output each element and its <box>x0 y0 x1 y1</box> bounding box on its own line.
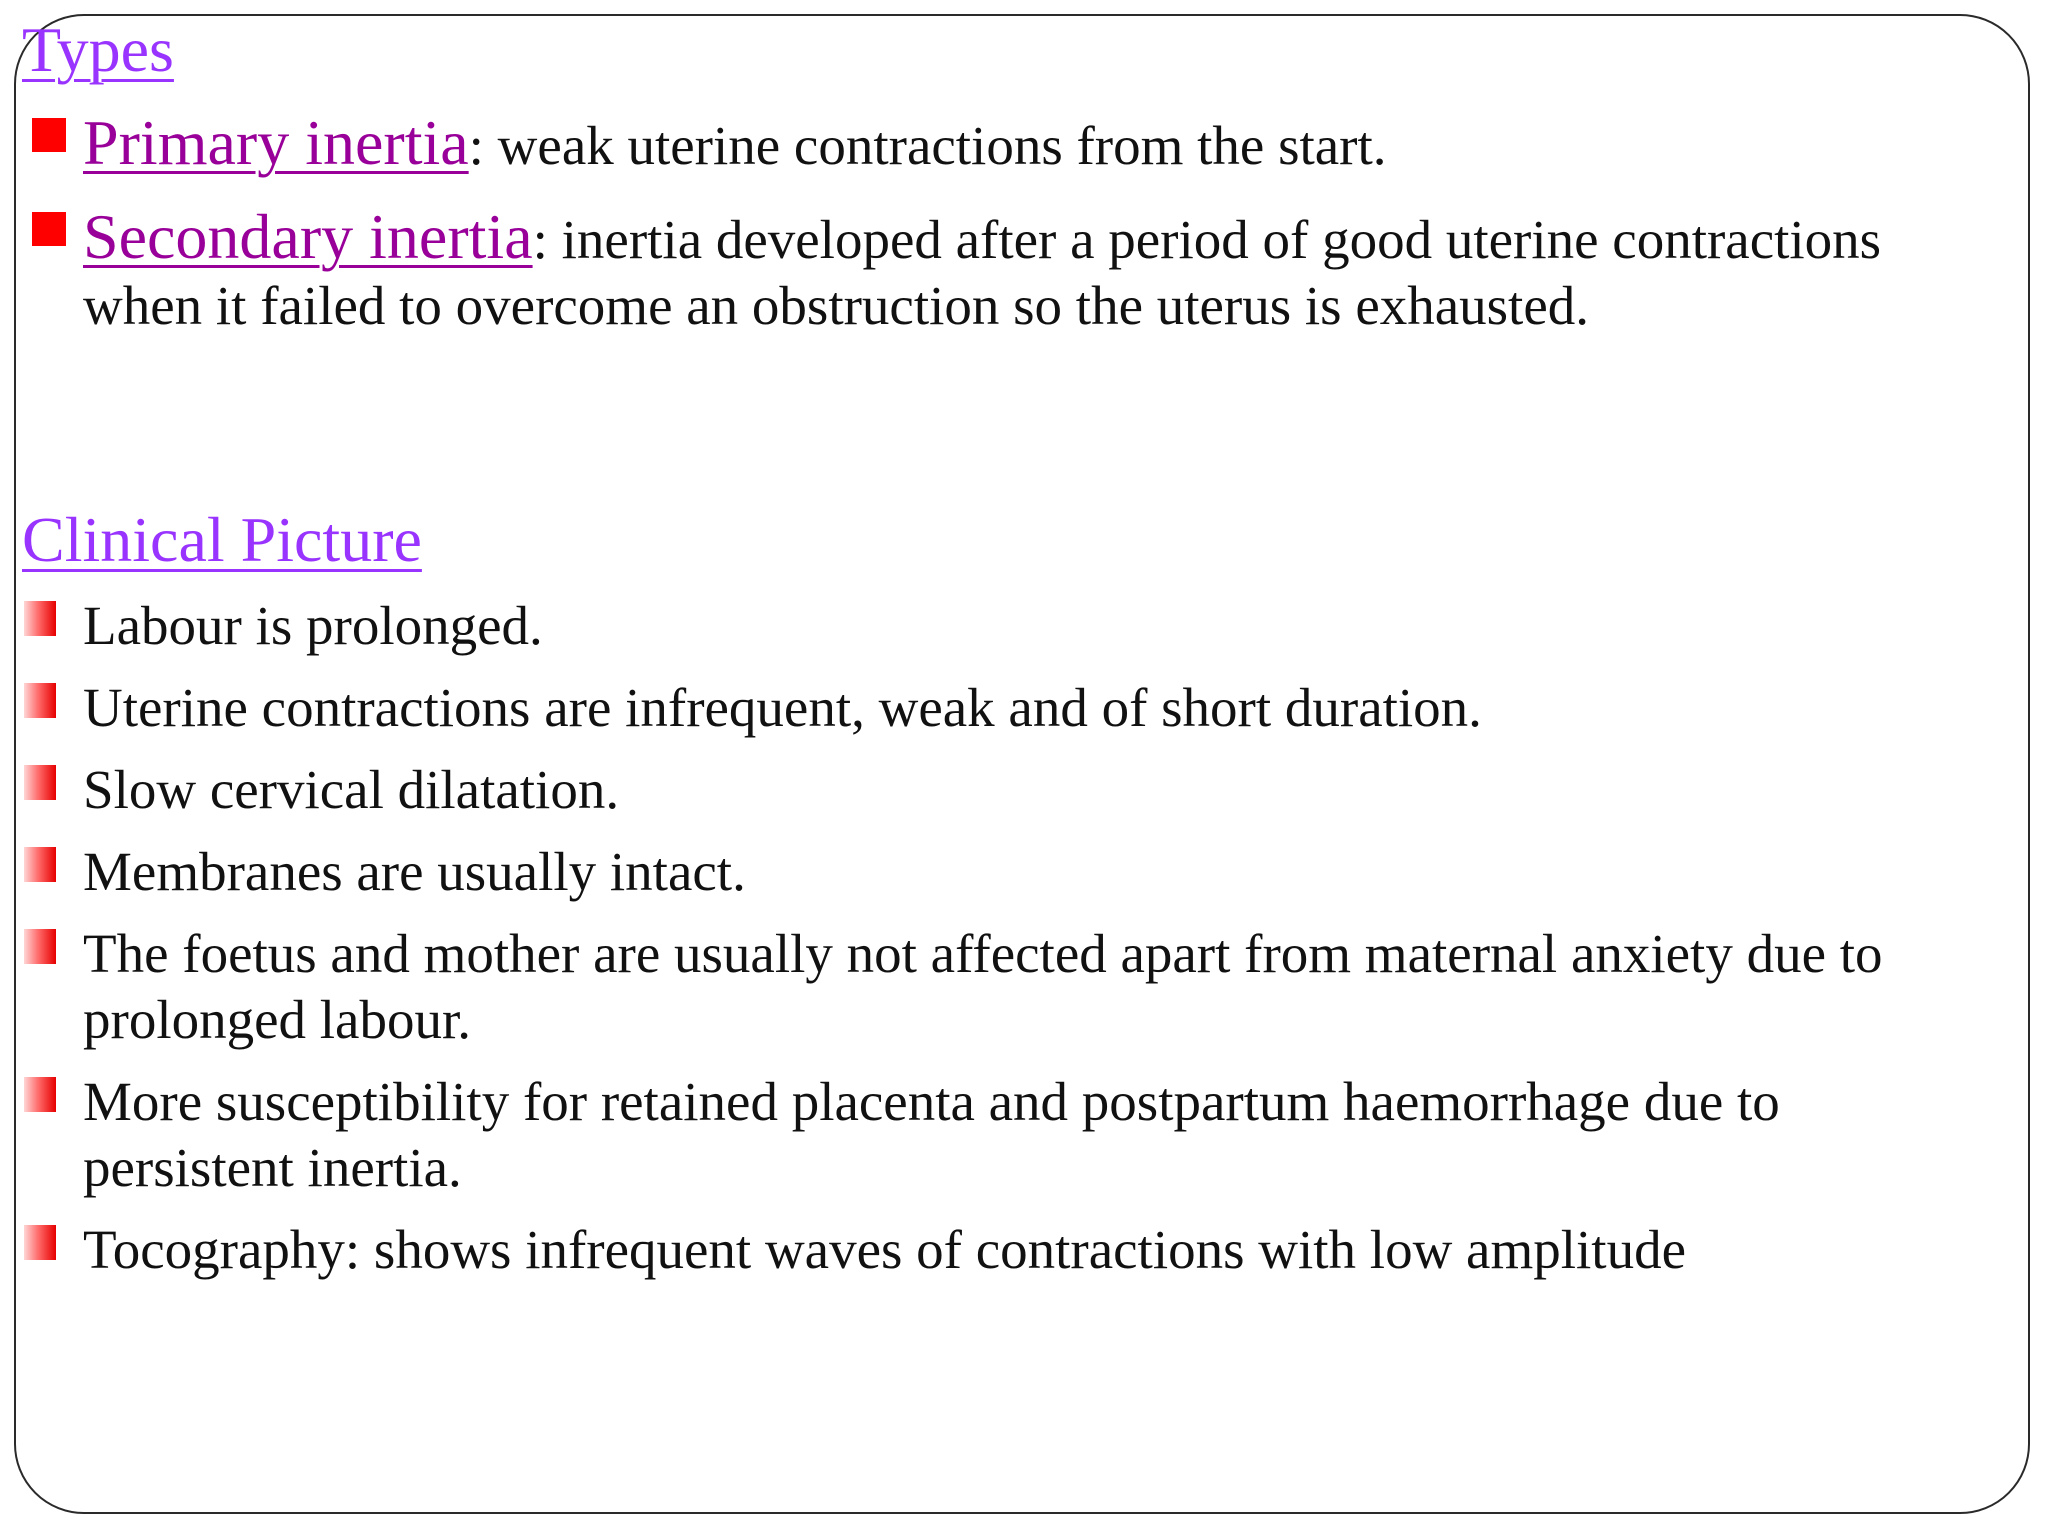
square-bullet-icon <box>32 212 66 246</box>
types-item-primary <box>83 107 2003 179</box>
gradient-bullet-icon <box>24 1225 56 1260</box>
clinical-item: Slow cervical dilatation. <box>83 759 620 820</box>
primary-inertia-text: : weak uterine contractions from the start. <box>468 115 1387 176</box>
gradient-bullet-icon <box>24 847 56 882</box>
clinical-item: Membranes are usually intact. <box>83 841 746 902</box>
gradient-bullet-icon <box>24 683 56 718</box>
clinical-item: More susceptibility for retained placenta and postpartum haemorrhage due to persistent inertia. <box>83 1071 1780 1198</box>
clinical-item: Labour is prolonged. <box>83 595 543 656</box>
gradient-bullet-icon <box>24 601 56 636</box>
types-item-secondary <box>83 201 2003 339</box>
clinical-item: Uterine contractions are infrequent, weak and of short duration. <box>83 677 1482 738</box>
clinical-picture-heading: Clinical Picture <box>22 504 422 575</box>
clinical-item: Tocography: shows infrequent waves of contractions with low amplitude <box>83 1219 1687 1280</box>
types-heading: Types <box>22 14 174 85</box>
secondary-inertia-text: : inertia developed after a period of good uterine contractions when it failed to overcome an obstruction so the uterus is exhausted. <box>83 209 1882 336</box>
square-bullet-icon <box>32 118 66 152</box>
gradient-bullet-icon <box>24 765 56 800</box>
primary-inertia-term: Primary inertia <box>83 107 469 178</box>
clinical-item: The foetus and mother are usually not affected apart from maternal anxiety due to prolonged labour. <box>83 923 1883 1050</box>
secondary-inertia-term: Secondary inertia <box>83 201 533 272</box>
gradient-bullet-icon <box>24 929 56 964</box>
gradient-bullet-icon <box>24 1077 56 1112</box>
